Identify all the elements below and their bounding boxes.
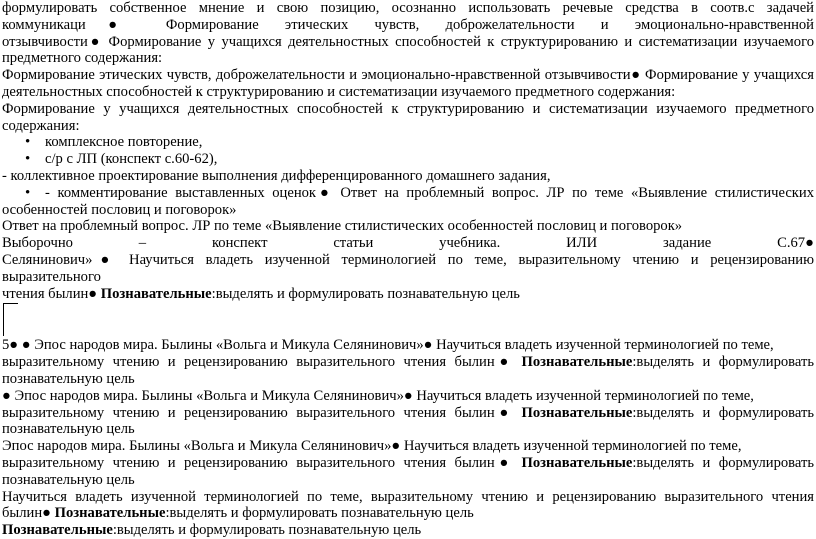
text-line: Ответ на проблемный вопрос. ЛР по теме «Выявление стилистических особенностей пословиц и поговорок» (2, 218, 683, 235)
text-line: 5● ● Эпос народов мира. Былины «Вольга и Микула Селянинович»● Научиться владеть изученной терминологией по теме, (2, 337, 774, 354)
text-line: - коллективное проектирование выполнения дифференцированного домашнего задания, (2, 167, 551, 184)
text-line: формулировать собственное мнение и свою позицию, осознанно использовать речевые средства в соотв.с задачей (2, 0, 814, 16)
bold-label: Познавательные (521, 354, 633, 371)
text-line: познавательную цель (2, 471, 135, 488)
table-cell-border (3, 320, 18, 336)
word: задание (663, 235, 712, 252)
text-line: ● Эпос народов мира. Былины «Вольга и Микула Селянинович»● Научиться владеть изученной терминологией по теме, (2, 387, 754, 404)
text-line: содержания: (2, 117, 80, 134)
word: ИЛИ (566, 235, 598, 252)
bold-label: Познавательные (521, 454, 633, 471)
list-item: • с/р с ЛП (конспект с.60-62), (25, 151, 814, 168)
list-item: • комплексное повторение, (25, 134, 814, 151)
text-line: деятельностных способностей к структурированию и систематизации изучаемого предметного содержания: (2, 83, 676, 100)
text-line: Селянинович»● Научиться владеть изученной терминологией по теме, выразительному чтению и рецензированию выразительного (2, 251, 814, 285)
text-span: :выделять и формулировать познавательную цель (112, 522, 422, 539)
text-line: Формирование у учащихся деятельностных способностей к структурированию и систематизации изучаемого предметного (2, 100, 814, 117)
bold-label: Познавательные (2, 522, 113, 539)
text-span: выразительному чтению и рецензированию выразительного чтения былин● (2, 404, 522, 421)
list-item-text: • - комментирование выставленных оценок● Ответ на проблемный вопрос. ЛР по теме «Выявление стилистических (45, 184, 814, 201)
bullet-list (2, 185, 814, 202)
bold-label: Познавательные (54, 505, 166, 522)
word: статьи (333, 235, 374, 252)
text-span: чтения былин● (2, 285, 101, 302)
text-span: :выделять и формулировать познавательную цель (165, 505, 474, 522)
text-span: выразительному чтению и рецензированию выразительного чтения былин● (2, 354, 522, 371)
text-line (2, 405, 814, 422)
text-line: предметного содержания: (2, 50, 163, 67)
text-line (2, 522, 814, 539)
text-line: коммуникаци● Формирование этических чувств, доброжелательности и эмоционально-нравственной (2, 16, 814, 33)
word: С.67● (777, 235, 814, 252)
text-line: познавательную цель (2, 421, 135, 438)
text-line: Формирование этических чувств, доброжелательности и эмоционально-нравственной отзывчивости● Формирование у учащихся (2, 67, 814, 84)
text-line (2, 455, 814, 472)
word: учебника. (439, 235, 501, 252)
text-line: отзывчивости● Формирование у учащихся деятельностных способностей к структурированию и систематизации изучаемого (2, 33, 814, 50)
text-line: особенностей пословиц и поговорок» (2, 201, 237, 218)
list-item (25, 185, 814, 202)
text-span: :выделять и формулировать (632, 454, 814, 471)
bullet-list (2, 134, 814, 168)
text-line: познавательную цель (2, 370, 135, 387)
word: конспект (211, 235, 268, 252)
table-cell-border (3, 303, 18, 320)
text-line (2, 286, 814, 303)
bold-label: Познавательные (100, 285, 212, 302)
text-span: :выделять и формулировать (632, 404, 814, 421)
text-line: Научиться владеть изученной терминологией по теме, выразительному чтению и рецензированию выразительного чтения (2, 488, 814, 505)
bold-label: Познавательные (521, 404, 633, 421)
text-line (2, 354, 814, 371)
text-span: :выделять и формулировать (632, 354, 814, 371)
text-span: выразительному чтению и рецензированию выразительного чтения былин● (2, 454, 522, 471)
spread-line (2, 235, 814, 252)
text-line: Эпос народов мира. Былины «Вольга и Микула Селянинович»● Научиться владеть изученной терминологией по теме, (2, 438, 742, 455)
text-span: :выделять и формулировать познавательную цель (211, 285, 520, 302)
word: – (138, 235, 147, 252)
text-span: былин● (2, 505, 55, 522)
word: Выборочно (2, 235, 73, 252)
